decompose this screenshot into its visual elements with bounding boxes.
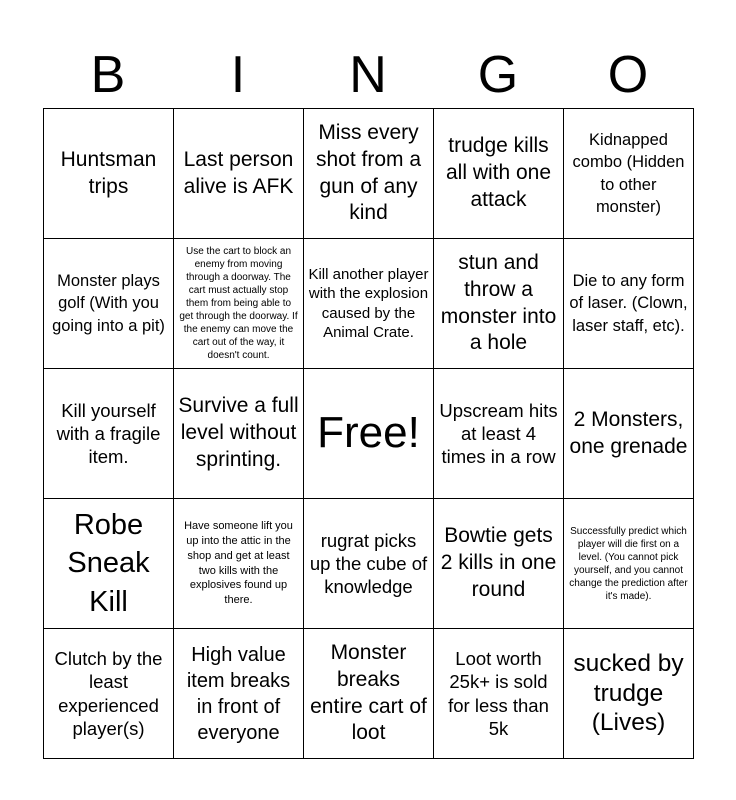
bingo-cell[interactable] xyxy=(174,629,304,759)
cell-text: Monster plays golf (With you going into a pit) xyxy=(52,272,165,335)
bingo-cell[interactable] xyxy=(174,239,304,369)
cell-text: Have someone lift you up into the attic in the shop and get at least two kills with the explosives found up there. xyxy=(184,519,293,607)
header-letter-g: G xyxy=(477,46,519,104)
cell-text: Use the cart to block an enemy from moving through a doorway. The cart must actually stop them from being able to get through the doorway. If the enemy can move the cart out of the way, it doesn't count. xyxy=(179,246,298,361)
bingo-cell[interactable] xyxy=(304,109,434,239)
cell-text: Bowtie gets 2 kills in one round xyxy=(440,524,557,601)
bingo-cell[interactable] xyxy=(174,369,304,499)
bingo-cell[interactable] xyxy=(434,499,564,629)
bingo-row xyxy=(44,629,694,759)
bingo-cell[interactable] xyxy=(44,239,174,369)
bingo-cell[interactable] xyxy=(174,109,304,239)
cell-text: stun and throw a monster into a hole xyxy=(440,250,557,355)
cell-text: Kill another player with the explosion caused by the Animal Crate. xyxy=(308,265,429,341)
bingo-cell[interactable] xyxy=(44,369,174,499)
header-letter-b: B xyxy=(90,46,126,104)
bingo-cell[interactable] xyxy=(44,629,174,759)
bingo-cell[interactable] xyxy=(174,499,304,629)
cell-text: Successfully predict which player will die first on a level. (You cannot pick yourself, and you cannot change the prediction after it's made). xyxy=(569,525,688,602)
bingo-cell[interactable] xyxy=(564,369,694,499)
bingo-cell[interactable] xyxy=(434,369,564,499)
bingo-cell[interactable] xyxy=(434,629,564,759)
bingo-row xyxy=(44,369,694,499)
bingo-cell[interactable] xyxy=(44,499,174,629)
cell-text: Monster breaks entire cart of loot xyxy=(310,640,427,745)
bingo-row xyxy=(44,239,694,369)
cell-text: Miss every shot from a gun of any kind xyxy=(315,120,422,225)
cell-text: rugrat picks up the cube of knowledge xyxy=(309,529,428,598)
free-space-cell[interactable] xyxy=(304,369,434,499)
bingo-cell[interactable] xyxy=(564,239,694,369)
cell-text: Kill yourself with a fragile item. xyxy=(56,399,161,468)
bingo-cell[interactable] xyxy=(304,499,434,629)
bingo-cell[interactable] xyxy=(564,109,694,239)
bingo-cell[interactable] xyxy=(44,109,174,239)
cell-text: sucked by trudge (Lives) xyxy=(573,650,684,737)
bingo-cell[interactable] xyxy=(564,499,694,629)
bingo-cell[interactable] xyxy=(564,629,694,759)
bingo-header xyxy=(43,42,693,108)
free-space-text: Free! xyxy=(317,408,420,458)
cell-text: High value item breaks in front of everyone xyxy=(186,643,291,744)
bingo-card-grid xyxy=(43,108,694,759)
bingo-cell[interactable] xyxy=(304,629,434,759)
bingo-row xyxy=(44,499,694,629)
bingo-row xyxy=(44,109,694,239)
cell-text: Upscream hits at least 4 times in a row xyxy=(439,399,558,468)
cell-text: Last person alive is AFK xyxy=(183,147,294,198)
header-letter-i: I xyxy=(230,46,246,104)
bingo-cell[interactable] xyxy=(304,239,434,369)
bingo-cell[interactable] xyxy=(434,239,564,369)
cell-text: Survive a full level without sprinting. xyxy=(178,394,299,471)
header-letter-o: O xyxy=(607,46,649,104)
cell-text: Clutch by the least experienced player(s) xyxy=(54,648,163,739)
cell-text: Kidnapped combo (Hidden to other monster) xyxy=(572,130,685,216)
cell-text: Huntsman trips xyxy=(60,147,157,198)
cell-text: Robe Sneak Kill xyxy=(67,509,150,618)
cell-text: trudge kills all with one attack xyxy=(445,134,552,211)
cell-text: 2 Monsters, one grenade xyxy=(569,407,688,458)
bingo-cell[interactable] xyxy=(434,109,564,239)
cell-text: Die to any form of laser. (Clown, laser staff, etc). xyxy=(569,272,688,335)
header-letter-n: N xyxy=(349,46,387,104)
cell-text: Loot worth 25k+ is sold for less than 5k xyxy=(448,648,549,739)
